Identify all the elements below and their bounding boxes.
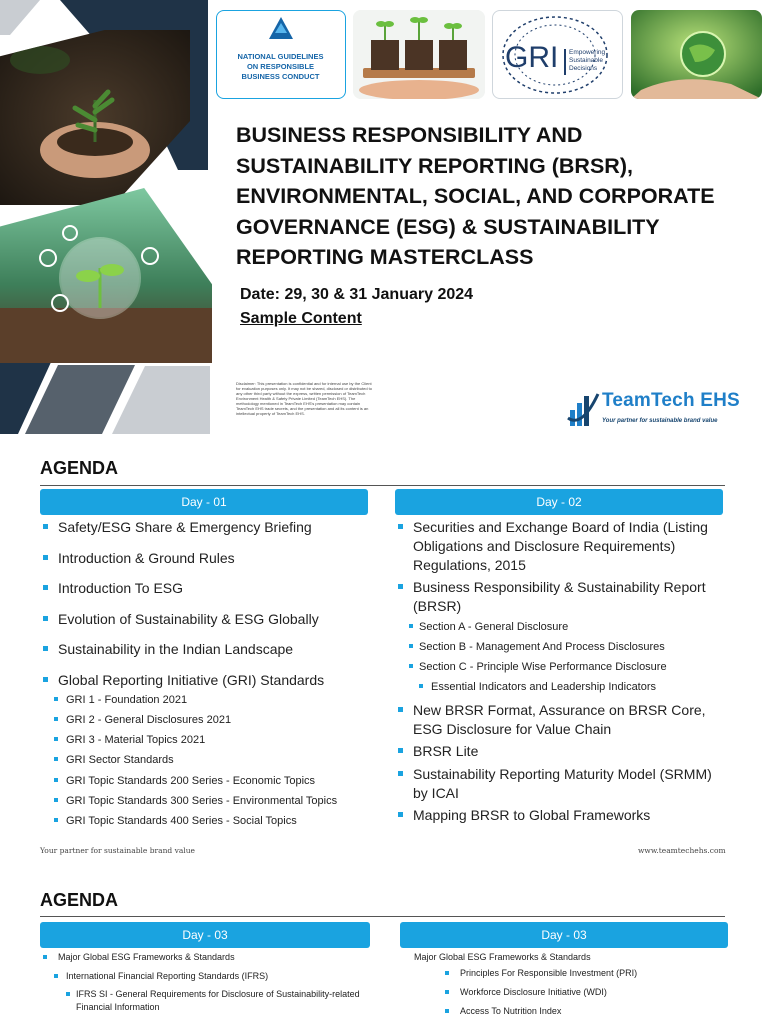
agenda-slide-1 xyxy=(0,434,768,864)
sub-list-item: GRI 1 - Foundation 2021 xyxy=(40,692,370,708)
day-03-header-right: Day - 03 xyxy=(400,922,728,948)
list-heading-item: Major Global ESG Frameworks & Standards xyxy=(414,952,591,962)
gri-tagline xyxy=(569,49,605,73)
day-01-list xyxy=(40,518,370,829)
sub-list-item: Section B - Management And Process Disclosures xyxy=(395,639,730,655)
sample-content-label: Sample Content xyxy=(240,310,362,327)
day-03-left-list xyxy=(40,950,390,1014)
title-line: ENVIRONMENTAL, SOCIAL, AND CORPORATE xyxy=(236,184,715,209)
list-item: BRSR Lite xyxy=(395,742,730,761)
sub-list-item: GRI Topic Standards 300 Series - Environmental Topics xyxy=(40,793,370,809)
green-globe-photo xyxy=(631,10,762,99)
sub-list-item: Section C - Principle Wise Performance Disclosure xyxy=(395,659,730,675)
teamtech-logo xyxy=(566,386,761,432)
list-item: New BRSR Format, Assurance on BRSR Core, ESG Disclosure for Value Chain xyxy=(395,701,730,739)
ngrbc-line: NATIONAL GUIDELINES xyxy=(237,52,324,61)
gri-wordmark: GRI xyxy=(505,41,559,74)
list-item: Access To Nutrition Index xyxy=(400,1002,740,1021)
cover-slide xyxy=(0,0,768,434)
agenda-heading: AGENDA xyxy=(40,458,119,478)
sub-list-item: GRI Topic Standards 400 Series - Social Topics xyxy=(40,813,370,829)
list-item: Introduction To ESG xyxy=(40,579,370,598)
list-item: Major Global ESG Frameworks & Standards xyxy=(40,950,390,964)
sub-sub-list-item: Essential Indicators and Leadership Indicators xyxy=(395,679,730,695)
list-item: Sustainability in the Indian Landscape xyxy=(40,640,370,659)
cover-title xyxy=(236,120,736,273)
sub-list-item: GRI 2 - General Disclosures 2021 xyxy=(40,712,370,728)
list-item: Business Responsibility & Sustainability Report (BRSR) xyxy=(395,578,730,616)
teamtech-name: TeamTech EHS xyxy=(602,390,740,411)
footer-tagline: Your partner for sustainable brand value xyxy=(40,846,195,855)
heading-divider xyxy=(40,485,725,486)
day-01-header: Day - 01 xyxy=(40,489,368,515)
seedling-pots-photo xyxy=(353,10,485,99)
ngrbc-text xyxy=(217,52,344,82)
sub-list-item: Section A - General Disclosure xyxy=(395,619,730,635)
ngrbc-mountain-icon xyxy=(269,17,293,39)
sub-list-item: GRI Topic Standards 200 Series - Economic Topics xyxy=(40,773,370,789)
list-item: Workforce Disclosure Initiative (WDI) xyxy=(400,983,740,1002)
gri-divider xyxy=(564,49,566,75)
day-02-header: Day - 02 xyxy=(395,489,723,515)
list-item: Sustainability Reporting Maturity Model (SRMM) by ICAI xyxy=(395,765,730,803)
day-03-right-list xyxy=(400,950,740,1021)
agenda-slide-2 xyxy=(0,872,768,1024)
sub-list-item: GRI 3 - Material Topics 2021 xyxy=(40,732,370,748)
seedling-pots-image xyxy=(353,10,485,99)
gri-tagline-line: Sustainable xyxy=(569,57,603,64)
disclaimer-text: Disclaimer: This presentation is confidential and for internal use by the Client for evaluation purposes only. It may not be shared, disclosed or distributed to any other third party without the express, written permission of TeamTech Environment Health & Safety Private Limited (TeamTech EHS). The methodology mentioned in TeamTech EHS's presentation may contain TeamTech EHS trade secrets, and the presentation and all its content is an intellectual property of TeamTech EHS. xyxy=(236,381,373,416)
teamtech-tagline: Your partner for sustainable brand value xyxy=(602,418,718,424)
agenda-heading: AGENDA xyxy=(40,890,119,910)
footer-website[interactable]: www.teamtechehs.com xyxy=(638,846,726,855)
sub-sub-list-item: IFRS SI - General Requirements for Disclosure of Sustainability-related Financial Information xyxy=(40,988,390,1014)
gri-tagline-line: Decisions xyxy=(569,65,598,72)
list-item: Principles For Responsible Investment (PRI) xyxy=(400,964,740,983)
ngrbc-line: ON RESPONSIBLE xyxy=(246,62,315,71)
slide-gap xyxy=(0,864,768,872)
heading-divider xyxy=(40,916,725,917)
list-item: Global Reporting Initiative (GRI) Standards xyxy=(40,671,370,690)
day-03-header-left: Day - 03 xyxy=(40,922,370,948)
list-item: Securities and Exchange Board of India (Listing Obligations and Disclosure Requirements) Regulations, 2015 xyxy=(395,518,730,575)
event-date: Date: 29, 30 & 31 January 2024 xyxy=(240,286,474,303)
ngrbc-logo xyxy=(216,10,346,99)
title-line: SUSTAINABILITY REPORTING (BRSR), xyxy=(236,153,633,178)
sub-list-item: GRI Sector Standards xyxy=(40,752,370,768)
title-line: BUSINESS RESPONSIBILITY AND xyxy=(236,123,583,147)
teamtech-bars-icon xyxy=(566,388,600,430)
list-item: Safety/ESG Share & Emergency Briefing xyxy=(40,518,370,537)
day-02-list xyxy=(395,518,730,825)
gri-logo xyxy=(492,10,623,99)
ngrbc-line: BUSINESS CONDUCT xyxy=(241,72,320,81)
sub-list-item: International Financial Reporting Standards (IFRS) xyxy=(40,969,390,983)
title-line: GOVERNANCE (ESG) & SUSTAINABILITY xyxy=(236,214,660,239)
list-item: Mapping BRSR to Global Frameworks xyxy=(395,806,730,825)
title-line: REPORTING MASTERCLASS xyxy=(236,245,534,270)
list-item: Introduction & Ground Rules xyxy=(40,549,370,568)
gri-tagline-line: Empowering xyxy=(569,49,606,56)
list-item: Evolution of Sustainability & ESG Globally xyxy=(40,610,370,629)
green-globe-image xyxy=(631,10,762,99)
